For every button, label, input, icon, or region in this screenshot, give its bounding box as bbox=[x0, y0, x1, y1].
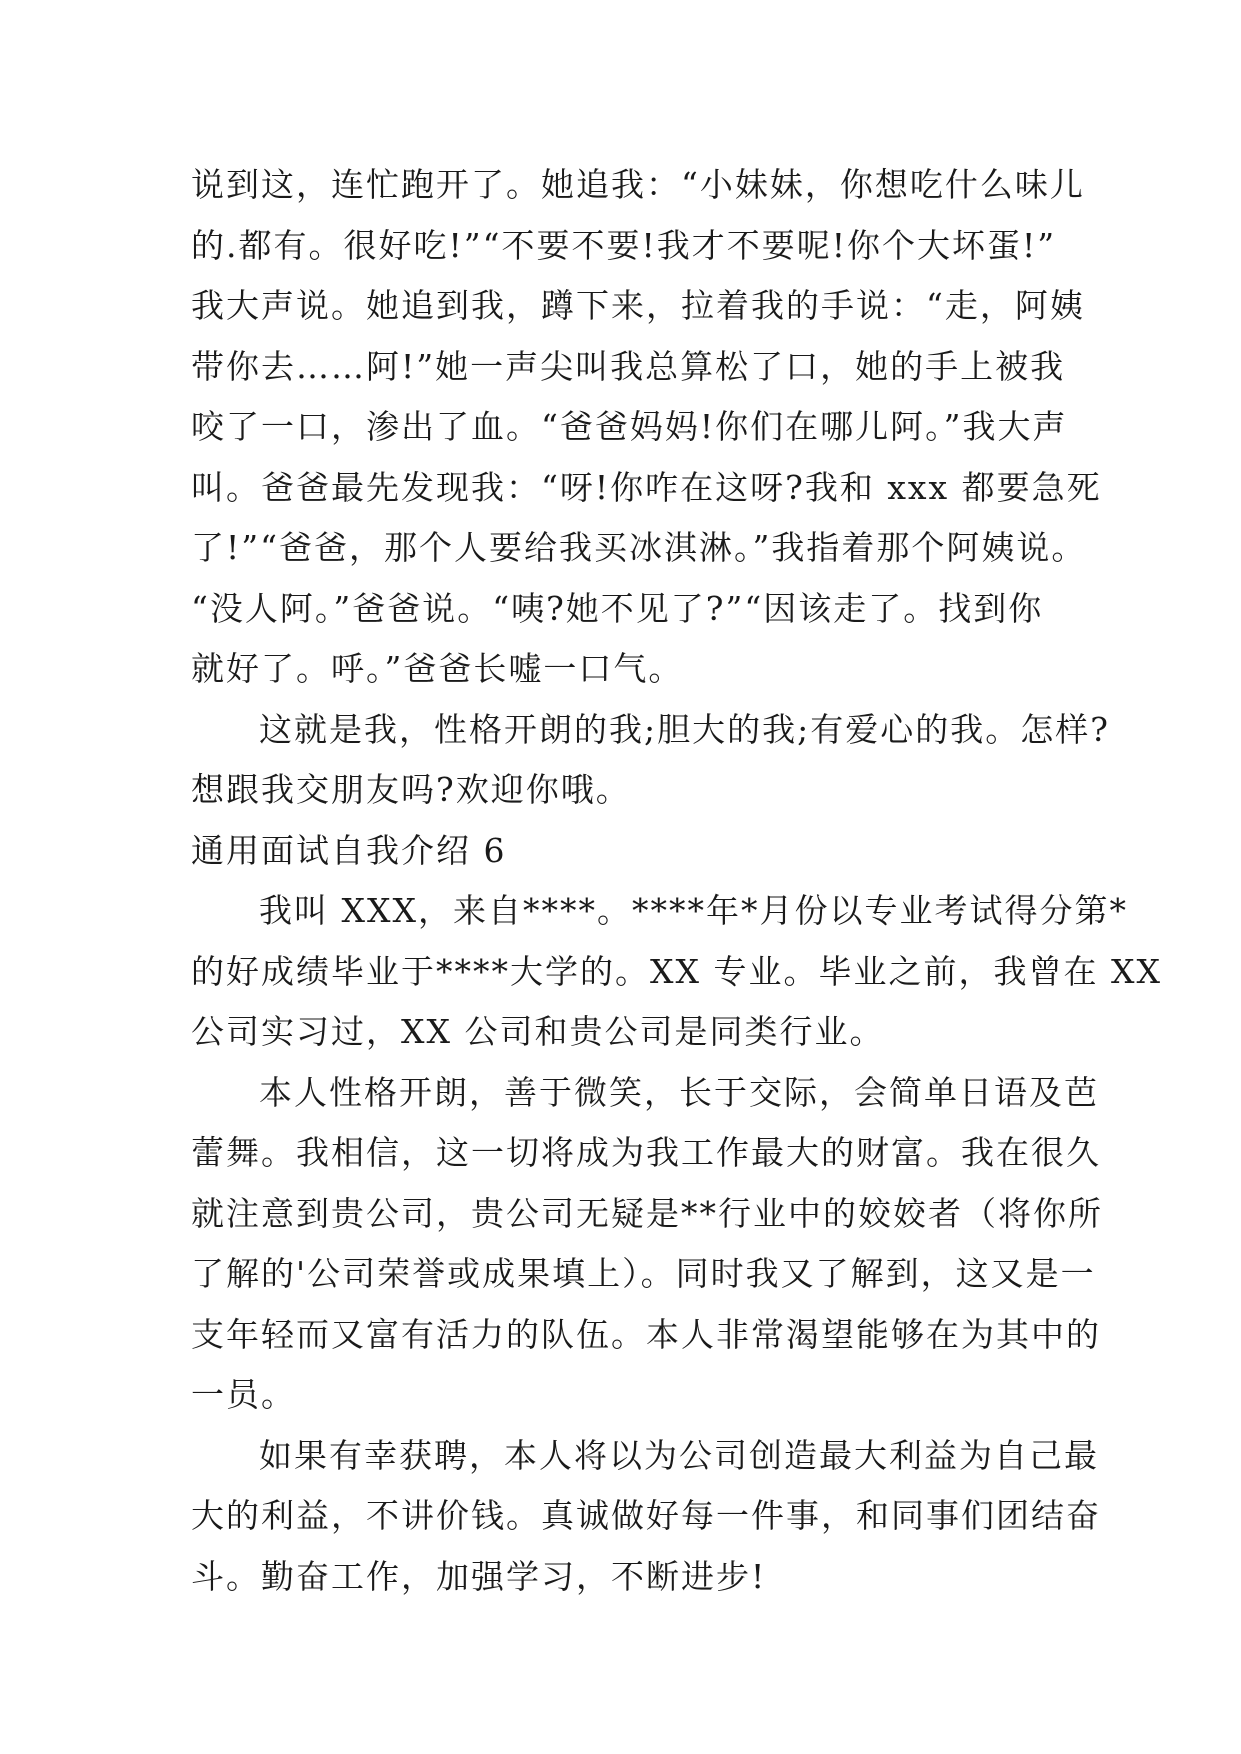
text-line: 带你去……阿!”她一声尖叫我总算松了口，她的手上被我 bbox=[191, 346, 1066, 386]
text-line: 说到这，连忙跑开了。她追我：“小妹妹，你想吃什么味儿 bbox=[191, 165, 1085, 204]
text-line: “没人阿。”爸爸说。“咦?她不见了?”“因该走了。找到你 bbox=[191, 588, 1044, 628]
text-line: 的好成绩毕业于****大学的。XX 专业。毕业之前，我曾在 XX bbox=[191, 951, 1162, 991]
text-line: 了解的'公司荣誉或成果填上）。同时我又了解到，这又是一 bbox=[191, 1254, 1096, 1293]
text-line: 就注意到贵公司，贵公司无疑是**行业中的姣姣者（将你所 bbox=[191, 1193, 1103, 1233]
text-line: 一员。 bbox=[191, 1375, 296, 1414]
text-line: 想跟我交朋友吗?欢迎你哦。 bbox=[191, 770, 631, 809]
text-line: 了!”“爸爸，那个人要给我买冰淇淋。”我指着那个阿姨说。 bbox=[191, 528, 1087, 567]
text-line: 我叫 XXX，来自****。****年*月份以专业考试得分第* bbox=[259, 891, 1128, 930]
text-line: 公司实习过，XX 公司和贵公司是同类行业。 bbox=[191, 1012, 885, 1051]
text-line: 本人性格开朗，善于微笑，长于交际，会简单日语及芭 bbox=[259, 1072, 1099, 1112]
text-line: 通用面试自我介绍 6 bbox=[191, 830, 507, 870]
document-body bbox=[191, 155, 1162, 1607]
text-line: 叫。爸爸最先发现我：“呀!你咋在这呀?我和 xxx 都要急死 bbox=[191, 467, 1102, 507]
text-line: 如果有幸获聘，本人将以为公司创造最大利益为自己最 bbox=[259, 1435, 1099, 1475]
text-line: 这就是我，性格开朗的我;胆大的我;有爱心的我。怎样? bbox=[259, 709, 1110, 749]
text-line: 支年轻而又富有活力的队伍。本人非常渴望能够在为其中的 bbox=[191, 1314, 1101, 1354]
text-line: 的.都有。很好吃!”“不要不要!我才不要呢!你个大坏蛋!” bbox=[191, 225, 1057, 265]
text-line: 我大声说。她追到我，蹲下来，拉着我的手说：“走，阿姨 bbox=[191, 286, 1085, 325]
text-line: 就好了。呼。”爸爸长嘘一口气。 bbox=[191, 649, 684, 688]
text-line: 斗。勤奋工作，加强学习，不断进步! bbox=[191, 1556, 767, 1596]
text-line: 大的利益，不讲价钱。真诚做好每一件事，和同事们团结奋 bbox=[191, 1496, 1101, 1535]
text-line: 蕾舞。我相信，这一切将成为我工作最大的财富。我在很久 bbox=[191, 1133, 1101, 1172]
text-line: 咬了一口，渗出了血。“爸爸妈妈!你们在哪儿阿。”我大声 bbox=[191, 407, 1068, 446]
